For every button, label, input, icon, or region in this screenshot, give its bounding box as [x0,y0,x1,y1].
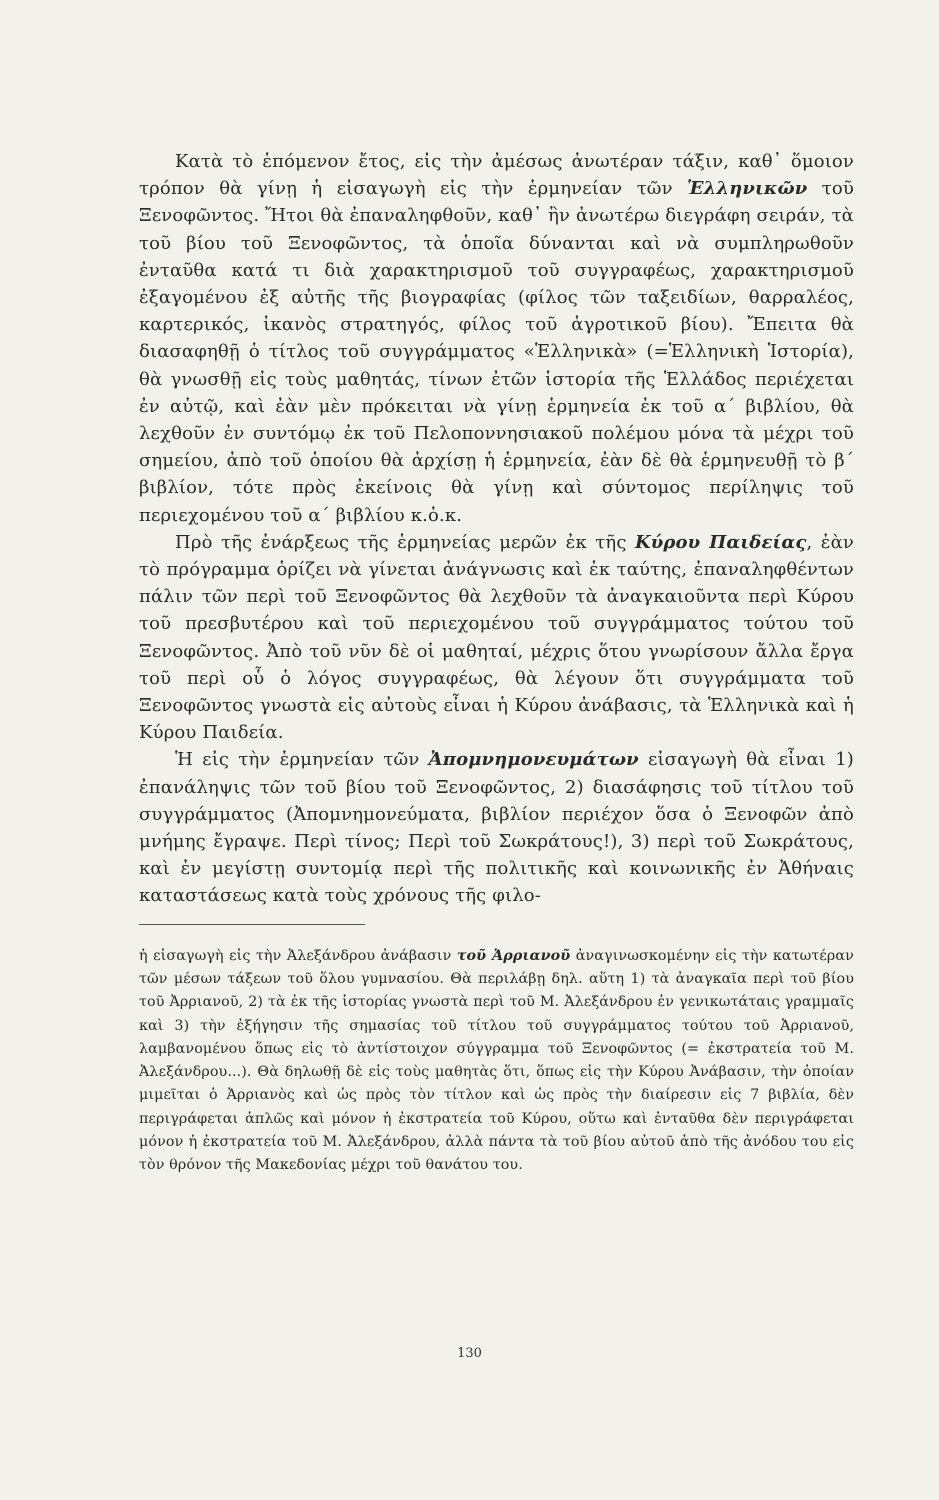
paragraph-2-text-b: , ἐὰν τὸ πρόγραμμα ὁρίζει νὰ γίνεται ἀνάγνωσις καὶ ἐκ ταύτης, ἐπαναληφθέντων πάλιν τῶν περὶ τοῦ Ξενοφῶντος θὰ λεχθοῦν τὰ ἀναγκαιοῦντα περὶ Κύρου τοῦ πρεσβυτέρου καὶ τοῦ περιεχομένου τοῦ συγγράμματος τούτου τοῦ Ξενοφῶντος. Ἀπὸ τοῦ νῦν δὲ οἱ μαθηταί, μέχρις ὅτου γνωρίσουν ἄλλα ἔργα τοῦ περὶ οὗ ὁ λόγος συγγραφέως, θὰ λέγουν ὅτι συγγράμματα τοῦ Ξενοφῶντος γνωστὰ εἰς αὐτοὺς εἶναι ἡ Κύρου ἀνάβασις, τὰ Ἑλληνικὰ καὶ ἡ Κύρου Παιδεία. [139,531,854,744]
paragraph-3-text-b: εἰσαγωγὴ θὰ εἶναι 1) ἐπανάληψις τῶν τοῦ βίου τοῦ Ξενοφῶντος, 2) διασάφησις τοῦ τίτλου τοῦ συγγράμματος (Ἀπομνημονεύματα, βιβλίον περιέχον ὅσα ὁ Ξενοφῶν ἀπὸ μνήμης ἔγραψε. Περὶ τίνος; Περὶ τοῦ Σωκράτους!), 3) περὶ τοῦ Σωκράτους, καὶ ἐν μεγίστῃ συντομίᾳ περὶ τῆς πολιτικῆς καὶ κοινωνικῆς ἐν Ἀθήναις καταστάσεως κατὰ τοὺς χρόνους τῆς φιλο- [139,749,854,907]
footnote-author: τοῦ Ἀρριανοῦ [456,947,571,964]
paragraph-3-text-a: Ἡ εἰς τὴν ἑρμηνείαν τῶν [175,749,429,771]
paragraph-1-text-a: Κατὰ τὸ ἑπόμενον ἔτος, εἰς τὴν ἀμέσως ἀνωτέραν τάξιν, καθ᾿ ὅμοιον τρόπον θὰ γίνῃ ἡ εἰσαγωγὴ εἰς τὴν ἑρμηνείαν τῶν [139,151,854,200]
book-title-hellenika: Ἑλληνικῶν [687,178,808,200]
footnote [139,945,854,1178]
book-title-kyrou-paideia: Κύρου Παιδείας [634,531,807,553]
paragraph-1 [139,148,854,529]
paragraph-3 [139,746,854,909]
paragraph-2-text-a: Πρὸ τῆς ἐνάρξεως τῆς ἑρμηνείας μερῶν ἐκ τῆς [175,531,635,553]
paragraph-1-text-b: τοῦ Ξενοφῶντος. Ἤτοι θὰ ἐπαναληφθοῦν, καθ᾿ ἣν ἀνωτέρω διεγράφη σειράν, τὰ τοῦ βίου τοῦ Ξενοφῶντος, τὰ ὁποῖα δύνανται καὶ νὰ συμπληρωθοῦν ἐνταῦθα κατά τι διὰ χαρακτηρισμοῦ τοῦ συγγραφέως, χαρακτηρισμοῦ ἐξαγομένου ἐξ αὐτῆς τῆς βιογραφίας (φίλος τῶν ταξειδίων, θαρραλέος, καρτερικός, ἱκανὸς στρατηγός, φίλος τοῦ ἀγροτικοῦ βίου). Ἔπειτα θὰ διασαφηθῇ ὁ τίτλος τοῦ συγγράμματος «Ἑλληνικὰ» (=Ἑλληνικὴ Ἱστορία), θὰ γνωσθῇ εἰς τοὺς μαθητάς, τίνων ἐτῶν ἱστορία τῆς Ἑλλάδος περιέχεται ἐν αὐτῷ, καὶ ἐὰν μὲν πρόκειται νὰ γίνῃ ἑρμηνεία ἐκ τοῦ α΄ βιβλίου, θὰ λεχθοῦν ἐν συντόμῳ ἐκ τοῦ Πελοποννησιακοῦ πολέμου μόνα τὰ μέχρι τοῦ σημείου, ἀπὸ τοῦ ὁποίου θὰ ἀρχίσῃ ἡ ἑρμηνεία, ἐὰν δὲ θὰ ἑρμηνευθῇ τὸ β΄ βιβλίον, τότε πρὸς ἐκείνοις θὰ γίνῃ καὶ σύντομος περίληψις τοῦ περιεχομένου τοῦ α΄ βιβλίου κ.ὁ.κ. [139,178,854,526]
footnote-paragraph [139,945,854,1178]
footnote-divider [139,924,365,925]
paragraph-2 [139,529,854,747]
page-content [139,148,854,1178]
main-text [139,148,854,910]
book-title-apomnemoneumata: Ἀπομνημονευμάτων [428,749,639,771]
footnote-text-b: ἀναγινωσκομένην εἰς τὴν κατωτέραν τῶν μέσων τάξεων τοῦ ὅλου γυμνασίου. Θὰ περιλάβῃ δηλ. αὕτη 1) τὰ ἀναγκαῖα περὶ τοῦ βίου τοῦ Ἀρριανοῦ, 2) τὰ ἐκ τῆς ἱστορίας γνωστὰ περὶ τοῦ Μ. Ἀλεξάνδρου ἐν γενικωτάταις γραμμαῖς καὶ 3) τὴν ἐξήγησιν τῆς σημασίας τοῦ τίτλου τοῦ συγγράμματος τούτου τοῦ Ἀρριανοῦ, λαμβανομένου ὅπως εἰς τὸ ἀντίστοιχον σύγγραμμα τοῦ Ξενοφῶντος (= ἐκστρατεία τοῦ Μ. Ἀλεξάνδρου...). Θὰ δηλωθῇ δὲ εἰς τοὺς μαθητὰς ὅτι, ὅπως εἰς τὴν Κύρου Ἀνάβασιν, τὴν ὁποίαν μιμεῖται ὁ Ἀρριανὸς καὶ ὡς πρὸς τὸν τίτλον καὶ ὡς πρὸς τὴν διαίρεσιν εἰς 7 βιβλία, δὲν περιγράφεται ἁπλῶς καὶ μόνον ἡ ἐκστρατεία τοῦ Κύρου, οὕτω καὶ ἐνταῦθα δὲν περιγράφεται μόνον ἡ ἐκστρατεία τοῦ Μ. Ἀλεξάνδρου, ἀλλὰ πάντα τὰ τοῦ βίου αὐτοῦ ἀπὸ τῆς ἀνόδου του εἰς τὸν θρόνον τῆς Μακεδονίας μέχρι τοῦ θανάτου του. [139,947,854,1174]
page-number: 130 [457,1346,482,1361]
footnote-text-a: ἡ εἰσαγωγὴ εἰς τὴν Ἀλεξάνδρου ἀνάβασιν [139,947,457,964]
